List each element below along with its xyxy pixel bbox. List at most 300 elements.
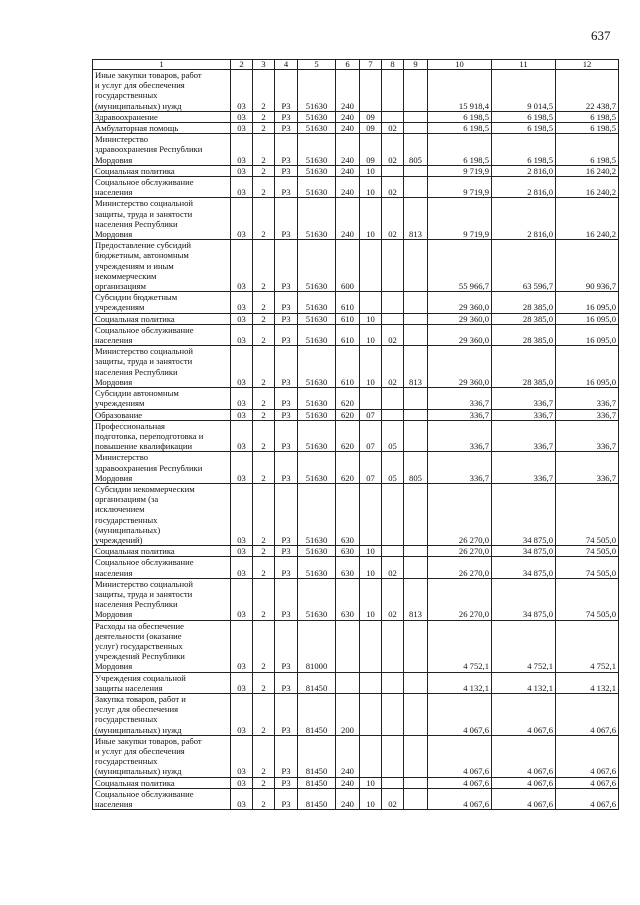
amount-cell: 336,7 <box>492 388 556 409</box>
amount-cell: 4 067,6 <box>428 777 492 788</box>
code-cell: 2 <box>253 693 275 735</box>
code-cell <box>382 111 404 122</box>
code-cell: 10 <box>360 777 382 788</box>
amount-cell: 22 438,7 <box>556 70 619 112</box>
row-name: Министерство социальной защиты, труда и занятости населения Республики Мордовия <box>93 198 231 240</box>
budget-table <box>92 59 619 810</box>
amount-cell: 29 360,0 <box>428 324 492 345</box>
amount-cell: 4 132,1 <box>428 672 492 693</box>
code-cell: Р3 <box>275 452 298 484</box>
table-row <box>93 578 619 620</box>
code-cell: 03 <box>231 483 253 545</box>
table-row <box>93 672 619 693</box>
code-cell: 240 <box>336 165 360 176</box>
amount-cell: 4 067,6 <box>556 693 619 735</box>
amount-cell: 336,7 <box>492 409 556 420</box>
code-cell <box>382 620 404 672</box>
table-row <box>93 620 619 672</box>
code-cell: 2 <box>253 177 275 198</box>
amount-cell: 4 067,6 <box>492 735 556 777</box>
code-cell: 2 <box>253 735 275 777</box>
code-cell: 200 <box>336 693 360 735</box>
code-cell <box>404 620 428 672</box>
header-cell: 12 <box>556 60 619 70</box>
amount-cell: 2 816,0 <box>492 198 556 240</box>
amount-cell: 4 752,1 <box>428 620 492 672</box>
code-cell: 620 <box>336 452 360 484</box>
row-name: Министерство здравоохранения Республики Мордовия <box>93 452 231 484</box>
table-row <box>93 134 619 166</box>
amount-cell: 63 596,7 <box>492 240 556 292</box>
code-cell: 09 <box>360 123 382 134</box>
code-cell: 51630 <box>298 111 336 122</box>
amount-cell: 28 385,0 <box>492 324 556 345</box>
amount-cell: 34 875,0 <box>492 546 556 557</box>
code-cell: 813 <box>404 198 428 240</box>
amount-cell: 336,7 <box>556 409 619 420</box>
amount-cell: 9 719,9 <box>428 198 492 240</box>
code-cell: 03 <box>231 452 253 484</box>
header-cell: 8 <box>382 60 404 70</box>
code-cell: 51630 <box>298 240 336 292</box>
code-cell: Р3 <box>275 788 298 809</box>
code-cell: 610 <box>336 324 360 345</box>
code-cell <box>404 165 428 176</box>
table-row <box>93 409 619 420</box>
table-row <box>93 546 619 557</box>
code-cell: 07 <box>360 452 382 484</box>
amount-cell: 2 816,0 <box>492 165 556 176</box>
amount-cell: 16 240,2 <box>556 198 619 240</box>
code-cell: 51630 <box>298 388 336 409</box>
amount-cell: 15 918,4 <box>428 70 492 112</box>
code-cell: Р3 <box>275 123 298 134</box>
amount-cell: 4 067,6 <box>492 693 556 735</box>
code-cell <box>404 292 428 313</box>
code-cell: 10 <box>360 198 382 240</box>
code-cell: 805 <box>404 452 428 484</box>
row-name: Субсидии бюджетным учреждениям <box>93 292 231 313</box>
code-cell <box>360 693 382 735</box>
row-name: Социальная политика <box>93 313 231 324</box>
code-cell: 240 <box>336 777 360 788</box>
amount-cell: 34 875,0 <box>492 578 556 620</box>
code-cell: 2 <box>253 483 275 545</box>
row-name: Социальное обслуживание населения <box>93 177 231 198</box>
table-row <box>93 123 619 134</box>
row-name: Социальная политика <box>93 777 231 788</box>
amount-cell: 26 270,0 <box>428 546 492 557</box>
row-name: Профессиональная подготовка, переподготовка и повышение квалификации <box>93 420 231 452</box>
code-cell: 03 <box>231 313 253 324</box>
amount-cell: 336,7 <box>428 420 492 452</box>
code-cell <box>404 313 428 324</box>
row-name: Закупка товаров, работ и услуг для обеспечения государственных (муниципальных) нужд <box>93 693 231 735</box>
amount-cell: 26 270,0 <box>428 578 492 620</box>
amount-cell: 4 752,1 <box>556 620 619 672</box>
code-cell: Р3 <box>275 546 298 557</box>
code-cell: 2 <box>253 409 275 420</box>
code-cell: 51630 <box>298 134 336 166</box>
code-cell: 51630 <box>298 546 336 557</box>
code-cell: 81000 <box>298 620 336 672</box>
table-row <box>93 240 619 292</box>
table-row <box>93 388 619 409</box>
amount-cell: 6 198,5 <box>556 111 619 122</box>
code-cell: 2 <box>253 324 275 345</box>
code-cell: 2 <box>253 578 275 620</box>
table-body <box>93 70 619 810</box>
code-cell <box>360 292 382 313</box>
code-cell: 2 <box>253 452 275 484</box>
code-cell: 03 <box>231 70 253 112</box>
code-cell: 2 <box>253 388 275 409</box>
code-cell: 805 <box>404 134 428 166</box>
code-cell: 51630 <box>298 346 336 388</box>
header-cell: 4 <box>275 60 298 70</box>
code-cell: 05 <box>382 452 404 484</box>
code-cell: 2 <box>253 123 275 134</box>
amount-cell: 6 198,5 <box>428 111 492 122</box>
amount-cell: 34 875,0 <box>492 483 556 545</box>
code-cell <box>404 788 428 809</box>
code-cell: 81450 <box>298 693 336 735</box>
amount-cell: 4 067,6 <box>556 735 619 777</box>
row-name: Предоставление субсидий бюджетным, автономным учреждениям и иным некоммерческим организациям <box>93 240 231 292</box>
code-cell: 813 <box>404 578 428 620</box>
code-cell: Р3 <box>275 292 298 313</box>
row-name: Министерство здравоохранения Республики Мордовия <box>93 134 231 166</box>
code-cell <box>404 324 428 345</box>
amount-cell: 90 936,7 <box>556 240 619 292</box>
code-cell: Р3 <box>275 313 298 324</box>
code-cell: Р3 <box>275 177 298 198</box>
amount-cell: 16 095,0 <box>556 324 619 345</box>
code-cell: 51630 <box>298 70 336 112</box>
table-row <box>93 70 619 112</box>
row-name: Здравоохранение <box>93 111 231 122</box>
amount-cell: 6 198,5 <box>556 134 619 166</box>
code-cell <box>404 557 428 578</box>
code-cell: 02 <box>382 578 404 620</box>
row-name: Амбулаторная помощь <box>93 123 231 134</box>
row-name: Социальное обслуживание населения <box>93 557 231 578</box>
code-cell: 2 <box>253 777 275 788</box>
code-cell: 03 <box>231 123 253 134</box>
code-cell: 03 <box>231 620 253 672</box>
code-cell <box>404 111 428 122</box>
code-cell: 51630 <box>298 557 336 578</box>
code-cell: 2 <box>253 111 275 122</box>
code-cell: Р3 <box>275 70 298 112</box>
code-cell: 2 <box>253 557 275 578</box>
code-cell <box>360 70 382 112</box>
code-cell: 09 <box>360 134 382 166</box>
code-cell: 03 <box>231 409 253 420</box>
code-cell: 240 <box>336 111 360 122</box>
code-cell: 03 <box>231 165 253 176</box>
code-cell: 03 <box>231 693 253 735</box>
code-cell: 610 <box>336 313 360 324</box>
code-cell: 03 <box>231 324 253 345</box>
code-cell: 2 <box>253 788 275 809</box>
amount-cell: 74 505,0 <box>556 578 619 620</box>
code-cell: Р3 <box>275 693 298 735</box>
row-name: Иные закупки товаров, работ и услуг для обеспечения государственных (муниципальных) нужд <box>93 735 231 777</box>
code-cell: Р3 <box>275 165 298 176</box>
amount-cell: 9 719,9 <box>428 165 492 176</box>
amount-cell: 9 014,5 <box>492 70 556 112</box>
code-cell: 51630 <box>298 177 336 198</box>
code-cell: Р3 <box>275 324 298 345</box>
code-cell <box>404 409 428 420</box>
code-cell: Р3 <box>275 111 298 122</box>
amount-cell: 336,7 <box>492 452 556 484</box>
code-cell: Р3 <box>275 198 298 240</box>
code-cell <box>382 292 404 313</box>
code-cell <box>382 240 404 292</box>
code-cell: 240 <box>336 735 360 777</box>
amount-cell: 4 067,6 <box>492 788 556 809</box>
code-cell: 2 <box>253 240 275 292</box>
code-cell: 51630 <box>298 198 336 240</box>
amount-cell: 4 132,1 <box>556 672 619 693</box>
code-cell <box>404 735 428 777</box>
code-cell: 2 <box>253 346 275 388</box>
code-cell: 10 <box>360 557 382 578</box>
code-cell <box>404 777 428 788</box>
code-cell <box>382 693 404 735</box>
amount-cell: 336,7 <box>428 409 492 420</box>
amount-cell: 6 198,5 <box>428 134 492 166</box>
code-cell <box>404 483 428 545</box>
amount-cell: 28 385,0 <box>492 313 556 324</box>
amount-cell: 336,7 <box>428 388 492 409</box>
code-cell: 03 <box>231 198 253 240</box>
code-cell: 02 <box>382 788 404 809</box>
amount-cell: 6 198,5 <box>492 123 556 134</box>
code-cell: Р3 <box>275 483 298 545</box>
code-cell: 03 <box>231 578 253 620</box>
code-cell: 03 <box>231 292 253 313</box>
code-cell: 02 <box>382 324 404 345</box>
page-number: 637 <box>591 28 611 43</box>
code-cell: 03 <box>231 177 253 198</box>
code-cell: 10 <box>360 324 382 345</box>
amount-cell: 28 385,0 <box>492 346 556 388</box>
code-cell: Р3 <box>275 420 298 452</box>
amount-cell: 74 505,0 <box>556 483 619 545</box>
code-cell <box>360 735 382 777</box>
table-row <box>93 735 619 777</box>
code-cell: 51630 <box>298 313 336 324</box>
table-row <box>93 788 619 809</box>
code-cell: 03 <box>231 240 253 292</box>
table-row <box>93 198 619 240</box>
code-cell: 51630 <box>298 420 336 452</box>
amount-cell: 16 240,2 <box>556 177 619 198</box>
amount-cell: 16 095,0 <box>556 292 619 313</box>
header-cell: 5 <box>298 60 336 70</box>
amount-cell: 16 095,0 <box>556 346 619 388</box>
code-cell: 10 <box>360 165 382 176</box>
code-cell: 03 <box>231 546 253 557</box>
code-cell <box>382 165 404 176</box>
code-cell: Р3 <box>275 672 298 693</box>
code-cell: 03 <box>231 111 253 122</box>
amount-cell: 16 095,0 <box>556 313 619 324</box>
code-cell: 2 <box>253 672 275 693</box>
code-cell <box>360 672 382 693</box>
table-row <box>93 324 619 345</box>
code-cell: 240 <box>336 134 360 166</box>
table-row <box>93 165 619 176</box>
code-cell: 03 <box>231 735 253 777</box>
code-cell: 51630 <box>298 452 336 484</box>
code-cell: 620 <box>336 420 360 452</box>
header-cell: 7 <box>360 60 382 70</box>
code-cell: 03 <box>231 134 253 166</box>
header-cell: 3 <box>253 60 275 70</box>
code-cell: 240 <box>336 123 360 134</box>
amount-cell: 4 067,6 <box>428 693 492 735</box>
code-cell: 81450 <box>298 777 336 788</box>
amount-cell: 6 198,5 <box>492 134 556 166</box>
code-cell: 240 <box>336 70 360 112</box>
amount-cell: 6 198,5 <box>492 111 556 122</box>
header-cell: 11 <box>492 60 556 70</box>
amount-cell: 29 360,0 <box>428 292 492 313</box>
table-row <box>93 777 619 788</box>
code-cell: 2 <box>253 134 275 166</box>
header-cell: 1 <box>93 60 231 70</box>
code-cell: 10 <box>360 346 382 388</box>
code-cell: 02 <box>382 177 404 198</box>
code-cell <box>404 388 428 409</box>
code-cell <box>382 409 404 420</box>
amount-cell: 4 067,6 <box>428 788 492 809</box>
code-cell: 813 <box>404 346 428 388</box>
code-cell: 02 <box>382 123 404 134</box>
code-cell: 240 <box>336 177 360 198</box>
table-row <box>93 693 619 735</box>
amount-cell: 4 132,1 <box>492 672 556 693</box>
code-cell: Р3 <box>275 578 298 620</box>
amount-cell: 4 752,1 <box>492 620 556 672</box>
code-cell <box>404 70 428 112</box>
table-row <box>93 177 619 198</box>
table-row <box>93 483 619 545</box>
code-cell: 610 <box>336 346 360 388</box>
code-cell: Р3 <box>275 388 298 409</box>
amount-cell: 4 067,6 <box>556 788 619 809</box>
row-name: Министерство социальной защиты, труда и занятости населения Республики Мордовия <box>93 346 231 388</box>
code-cell: 2 <box>253 313 275 324</box>
code-cell <box>382 388 404 409</box>
code-cell: 610 <box>336 292 360 313</box>
code-cell: 03 <box>231 788 253 809</box>
code-cell: 630 <box>336 578 360 620</box>
code-cell <box>404 123 428 134</box>
code-cell: 240 <box>336 198 360 240</box>
code-cell: 2 <box>253 620 275 672</box>
code-cell: 51630 <box>298 324 336 345</box>
row-name: Субсидии автономным учреждениям <box>93 388 231 409</box>
code-cell <box>382 483 404 545</box>
code-cell: 2 <box>253 292 275 313</box>
row-name: Министерство социальной защиты, труда и занятости населения Республики Мордовия <box>93 578 231 620</box>
code-cell: 10 <box>360 578 382 620</box>
code-cell: Р3 <box>275 557 298 578</box>
code-cell: 51630 <box>298 409 336 420</box>
code-cell: Р3 <box>275 620 298 672</box>
code-cell: Р3 <box>275 409 298 420</box>
amount-cell: 336,7 <box>556 388 619 409</box>
code-cell <box>336 672 360 693</box>
code-cell: 07 <box>360 420 382 452</box>
code-cell <box>382 546 404 557</box>
code-cell: 51630 <box>298 123 336 134</box>
code-cell: 02 <box>382 134 404 166</box>
code-cell: 81450 <box>298 672 336 693</box>
code-cell <box>404 693 428 735</box>
amount-cell: 26 270,0 <box>428 557 492 578</box>
code-cell: 03 <box>231 777 253 788</box>
row-name: Социальная политика <box>93 165 231 176</box>
code-cell: 10 <box>360 788 382 809</box>
amount-cell: 34 875,0 <box>492 557 556 578</box>
code-cell: 03 <box>231 388 253 409</box>
code-cell: 05 <box>382 420 404 452</box>
code-cell: 03 <box>231 672 253 693</box>
amount-cell: 16 240,2 <box>556 165 619 176</box>
header-row <box>93 60 619 70</box>
table-row <box>93 111 619 122</box>
code-cell: 2 <box>253 70 275 112</box>
code-cell: 81450 <box>298 788 336 809</box>
code-cell: 03 <box>231 420 253 452</box>
code-cell <box>382 777 404 788</box>
amount-cell: 9 719,9 <box>428 177 492 198</box>
code-cell: 10 <box>360 313 382 324</box>
table-row <box>93 420 619 452</box>
code-cell: 51630 <box>298 165 336 176</box>
code-cell: 630 <box>336 546 360 557</box>
code-cell: 2 <box>253 420 275 452</box>
amount-cell: 74 505,0 <box>556 557 619 578</box>
code-cell: 2 <box>253 546 275 557</box>
amount-cell: 6 198,5 <box>428 123 492 134</box>
amount-cell: 29 360,0 <box>428 346 492 388</box>
code-cell: Р3 <box>275 777 298 788</box>
row-name: Расходы на обеспечение деятельности (оказание услуг) государственных учреждений Республики Мордовия <box>93 620 231 672</box>
code-cell: 240 <box>336 788 360 809</box>
amount-cell: 74 505,0 <box>556 546 619 557</box>
amount-cell: 2 816,0 <box>492 177 556 198</box>
code-cell: Р3 <box>275 735 298 777</box>
code-cell: 02 <box>382 557 404 578</box>
code-cell <box>382 672 404 693</box>
code-cell <box>382 70 404 112</box>
code-cell <box>404 546 428 557</box>
amount-cell: 29 360,0 <box>428 313 492 324</box>
code-cell: 10 <box>360 546 382 557</box>
amount-cell: 4 067,6 <box>556 777 619 788</box>
code-cell: 620 <box>336 409 360 420</box>
code-cell: 600 <box>336 240 360 292</box>
code-cell <box>336 620 360 672</box>
row-name: Социальная политика <box>93 546 231 557</box>
